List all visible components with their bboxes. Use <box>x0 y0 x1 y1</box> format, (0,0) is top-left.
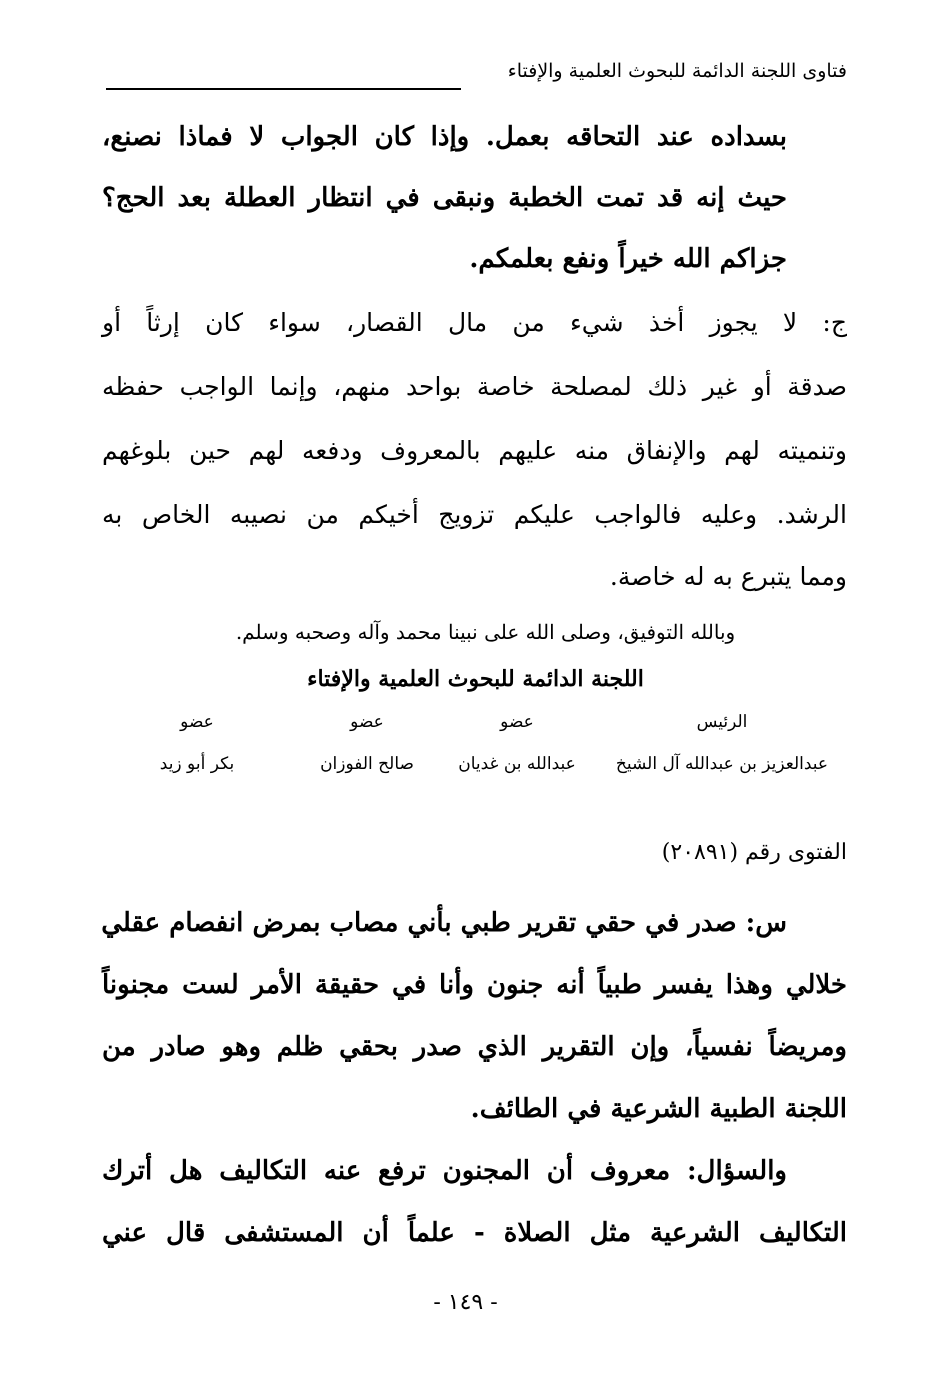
member <box>447 712 587 774</box>
header-rule <box>106 88 461 90</box>
question-line: حيث إنه قد تمت الخطبة ونبقى في انتظار العطلة بعد الحج؟ <box>102 183 787 213</box>
committee-members <box>120 712 837 782</box>
member <box>127 712 267 774</box>
answer-line: ج: لا يجوز أخذ شيء من مال القصار، سواء كان إرثاً أو <box>102 308 847 337</box>
member-name: صالح الفوزان <box>320 754 414 774</box>
answer-line: وتنميته لهم والإنفاق منه عليهم بالمعروف ودفعه لهم حين بلوغهم <box>102 436 847 465</box>
question-line: س: صدر في حقي تقرير طبي بأني مصاب بمرض انفصام عقلي <box>101 908 787 938</box>
member-name: عبدالله بن غديان <box>458 754 576 774</box>
running-header-title: فتاوى اللجنة الدائمة للبحوث العلمية والإفتاء <box>507 60 847 82</box>
answer-line: ومما يتبرع به له خاصة. <box>609 562 847 591</box>
question-line: خلالي وهذا يفسر طبياً أنه جنون وأنا في حقيقة الأمر لست مجنوناً <box>102 970 847 1000</box>
closing-prayer: وبالله التوفيق، وصلى الله على نبينا محمد وآله وصحبه وسلم. <box>235 620 736 644</box>
question-line: ومريضاً نفسياً، وإن التقرير الذي صدر بحقي ظلم وهو صادر من <box>102 1032 847 1062</box>
member-role: عضو <box>500 712 534 732</box>
answer-line: صدقة أو غير ذلك لمصلحة خاصة بواحد منهم، وإنما الواجب حفظه <box>102 372 847 401</box>
question-line: اللجنة الطبية الشرعية في الطائف. <box>470 1094 847 1124</box>
member-role: عضو <box>180 712 214 732</box>
question-line: بسداده عند التحاقه بعمل. وإذا كان الجواب لا فماذا نصنع، <box>102 122 787 152</box>
member-role: الرئيس <box>696 712 748 732</box>
question-line: جزاكم الله خيراً ونفع بعلمكم. <box>469 244 787 274</box>
member-name: عبدالعزيز بن عبدالله آل الشيخ <box>615 754 829 774</box>
committee-name: اللجنة الدائمة للبحوث العلمية والإفتاء <box>307 666 644 692</box>
member-role: عضو <box>350 712 384 732</box>
question-line: والسؤال: معروف أن المجنون ترفع عنه التكاليف هل أترك <box>102 1156 787 1186</box>
page-number: - ١٤٩ - <box>433 1290 498 1315</box>
member <box>297 712 437 774</box>
member-president <box>607 712 837 774</box>
answer-line: الرشد. وعليه فالواجب عليكم تزويج أخيكم من نصيبه الخاص به <box>102 500 847 529</box>
question-line: التكاليف الشرعية مثل الصلاة - علماً أن المستشفى قال عني <box>102 1218 847 1248</box>
member-name: بكر أبو زيد <box>159 754 235 774</box>
fatwa-number-title: الفتوى رقم (٢٠٨٩١) <box>661 840 847 865</box>
